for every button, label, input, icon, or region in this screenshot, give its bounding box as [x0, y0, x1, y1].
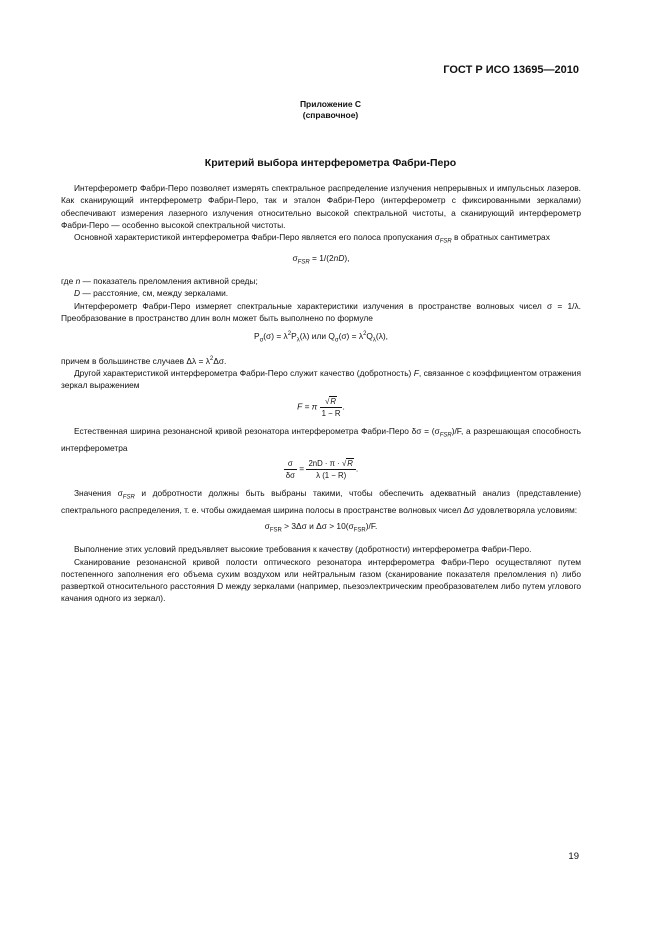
paragraph-finesse: Другой характеристикой интерферометра Фабри-Перо служит качество (добротность) F, связанное с коэффициентом отражения зеркал выражением — [61, 368, 581, 391]
paragraph-scanning: Сканирование резонансной кривой полости оптического резонатора интерферометра Фабри-Перо осуществляют путем постепенного заполнения его объема сухим воздухом или нейтральным газом (сканирование показателя преломления n) либо разверткой относительного расстояния D между зеркалами (например, пьезоэлектрическим преобразователем либо путем углового качания одного из зеркал). — [61, 556, 581, 604]
formula-resolution: $\frac{\sigma}{\delta\sigma}$ = $\frac{2nD \cdot \pi \cdot √R}{\lambda (1 - R)}$ . — [285, 459, 359, 481]
paragraph-conditions: Значения $\sigma_{FSR}$ и добротности должны быть выбраны такими, чтобы обеспечить адекватный анализ (представление) спектрального распределения, т. е. чтобы ожидаемая ширина полосы в пространстве волновых чисел Δσ удовлетворяла условиям: — [61, 488, 581, 515]
formula-fsr: $\sigma_{FSR} = 1/(2nD)$, — [292, 253, 350, 266]
appendix-subtitle: (справочное) — [302, 110, 359, 120]
paragraph-requirements: Выполнение этих условий предъявляет высокие требования к качеству (добротности) интерферометра Фабри-Перо. — [74, 544, 532, 555]
paragraph-intro: Интерферометр Фабри-Перо позволяет измерять спектральное распределение излучения непрерывных и импульсных лазеров. Как сканирующий интерферометр Фабри-Перо, так и эталон Фабри-Перо (интерферометр с фиксированными зеркалами) обеспечивают измерения лазерного излучения относительно высокой спектральной чистоты, а сканирующий интерферометр Фабри-Перо — особенно высокой спектральной чистоты. — [61, 183, 581, 230]
formula-finesse: F = π $\frac{√R}{1 - R}$ . — [297, 396, 345, 418]
paragraph-approximation: причем в большинстве случаев $\Delta\lambda = \lambda^2\Delta\sigma$. — [61, 355, 227, 366]
document-body — [61, 182, 581, 605]
paragraph-bandwidth: Основной характеристикой интерферометра Фабри-Перо является его полоса пропускания $\sigma_{FSR}$ в обратных сантиметрах — [74, 232, 550, 245]
formula-conversion: $P_\sigma(\sigma) = \lambda^2P_\lambda(\lambda)$ или $Q_\sigma(\sigma) = \lambda^2Q_\lambda(\lambda)$, — [253, 331, 389, 344]
page-number: 19 — [568, 851, 579, 862]
formula-conditions: $\sigma_{FSR} > 3\Delta\sigma$ и $\Delta\sigma > 10(\sigma_{FSR})/F$. — [264, 521, 378, 534]
appendix-heading — [0, 99, 661, 121]
resolution-left-fraction: $\frac{\sigma}{\delta\sigma}$ — [285, 459, 295, 481]
finesse-fraction: $\frac{√R}{1 - R}$ — [321, 396, 341, 418]
resolution-right-fraction: $\frac{2nD \cdot \pi \cdot √R}{\lambda (1 - R)}$ — [306, 458, 355, 481]
section-title: Критерий выбора интерферометра Фабри-Перо — [204, 157, 457, 169]
definition-d: D — расстояние, см, между зеркалами. — [74, 288, 229, 299]
appendix-title: Приложение С — [299, 99, 362, 109]
definition-n: где n — показатель преломления активной среды; — [61, 276, 258, 287]
paragraph-linewidth: Естественная ширина резонансной кривой резонатора интерферометра Фабри-Перо $\delta\sigma = (\sigma_{FSR})/F$, а разрешающая способность интерферометра — [61, 425, 581, 453]
document-standard-number: ГОСТ Р ИСО 13695—2010 — [443, 64, 579, 76]
paragraph-wavenumber: Интерферометр Фабри-Перо измеряет спектральные характеристики излучения в пространстве волновых чисел σ = 1/λ. Преобразование в пространство длин волн может быть выполнено по формуле — [61, 300, 581, 324]
